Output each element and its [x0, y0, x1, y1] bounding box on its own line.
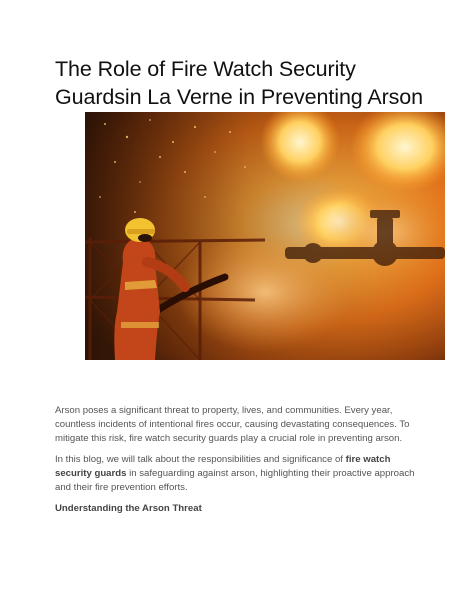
blog-overview-paragraph: [55, 453, 423, 496]
section-heading: Understanding the Arson Threat: [55, 503, 202, 514]
article-title: The Role of Fire Watch Security Guardsin La Verne in Preventing Arson: [55, 57, 424, 109]
intro-paragraph: Arson poses a significant threat to property, lives, and communities. Every year, countless incidents of intentional fires occur, causing devastating consequences. To mitigate this risk, fire watch security guards play a crucial role in preventing arson.: [55, 405, 410, 445]
fire-watch-guards-emphasis: fire watch security guards: [55, 454, 391, 480]
firefighter-spraying-fire-photo: [85, 112, 445, 360]
overview-text-end: in safeguarding against arson, highlighting their proactive approach and their fire prevention efforts.: [55, 468, 415, 494]
hero-image: [85, 112, 445, 360]
overview-text-start: In this blog, we will talk about the responsibilities and significance of: [55, 454, 346, 465]
